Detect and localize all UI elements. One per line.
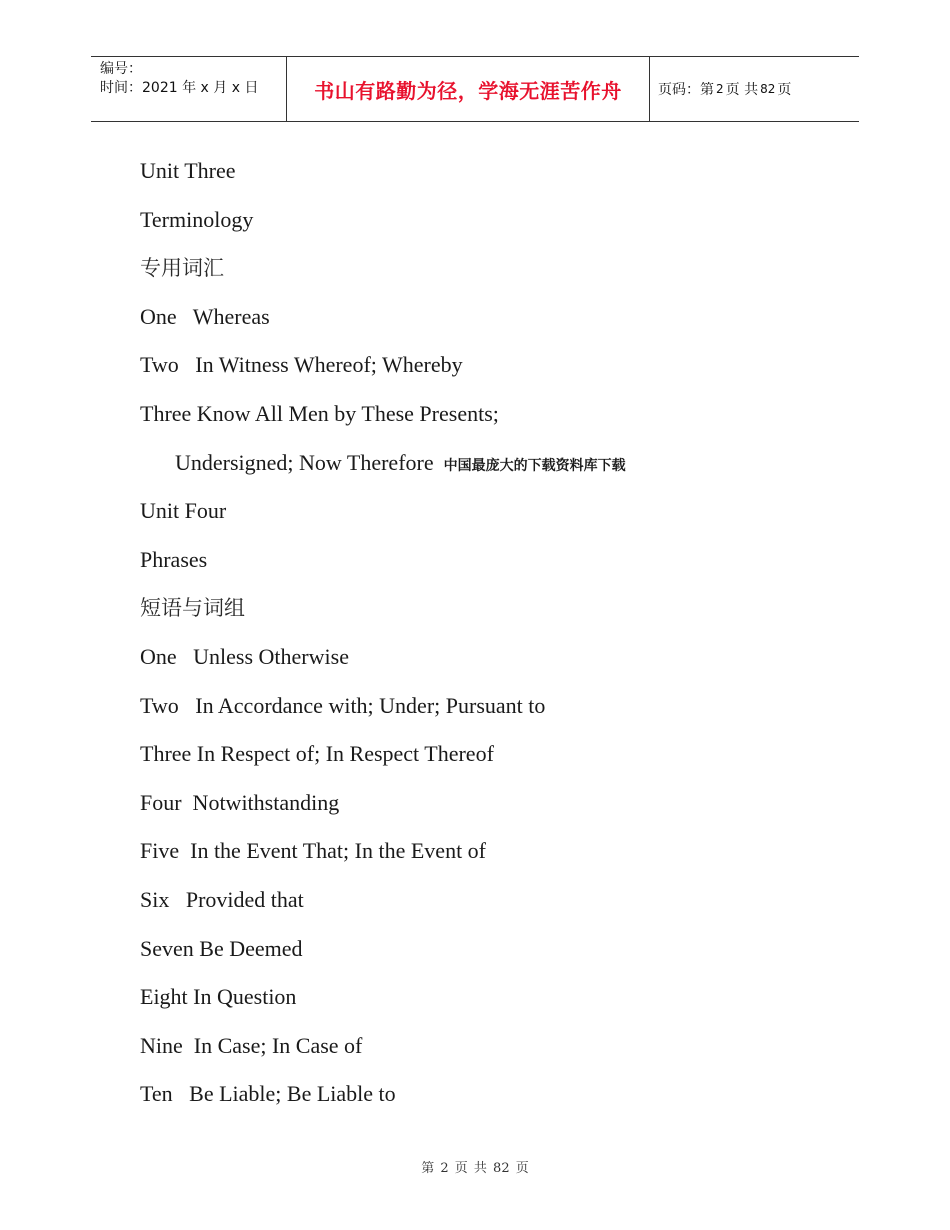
unit-heading: Unit Four xyxy=(140,498,227,524)
page-current: 2 xyxy=(716,82,724,96)
header-page-info xyxy=(650,57,859,121)
header-motto: 书山有路勤为径，学海无涯苦作舟 xyxy=(287,57,650,121)
list-item: Nine In Case; In Case of xyxy=(140,1032,363,1058)
page-footer: 第 2 页 共 82 页 xyxy=(421,1161,529,1176)
page-mid: 页 共 xyxy=(725,82,759,98)
list-item: Five In the Event That; In the Event of xyxy=(140,838,487,864)
section-title: Phrases xyxy=(140,546,208,572)
list-item: Four Notwithstanding xyxy=(140,789,340,815)
section-title-chinese: 专用词汇 xyxy=(140,256,224,281)
list-item: Six Provided that xyxy=(140,886,304,912)
page-prefix: 页码：第 xyxy=(658,82,714,98)
list-item: Three In Respect of; In Respect Thereof xyxy=(140,741,494,767)
section-title-chinese: 短语与词组 xyxy=(140,596,245,621)
document-body xyxy=(140,150,890,1122)
list-item: Ten Be Liable; Be Liable to xyxy=(140,1081,396,1107)
download-note: 中国最庞大的下载资料库下载 xyxy=(443,457,626,474)
list-item: One Unless Otherwise xyxy=(140,643,349,669)
list-item-continuation xyxy=(140,442,890,491)
time-label: 时间：2021 年 x 月 x 日 xyxy=(100,80,259,96)
page-total: 82 xyxy=(760,82,776,96)
unit-heading: Unit Three xyxy=(140,158,236,183)
list-item: One Whereas xyxy=(140,303,270,329)
list-item: Seven Be Deemed xyxy=(140,935,303,961)
list-item: Two In Accordance with; Under; Pursuant to xyxy=(140,692,546,718)
page-suffix: 页 xyxy=(777,82,792,98)
list-item: Two In Witness Whereof; Whereby xyxy=(140,352,463,378)
page-header xyxy=(91,56,859,122)
list-item: Eight In Question xyxy=(140,984,297,1010)
number-label: 编号： xyxy=(100,61,142,77)
list-item: Three Know All Men by These Presents; xyxy=(140,400,499,426)
section-title: Terminology xyxy=(140,206,254,232)
continuation-text: Undersigned; Now Therefore xyxy=(175,449,434,475)
header-meta xyxy=(91,57,287,121)
